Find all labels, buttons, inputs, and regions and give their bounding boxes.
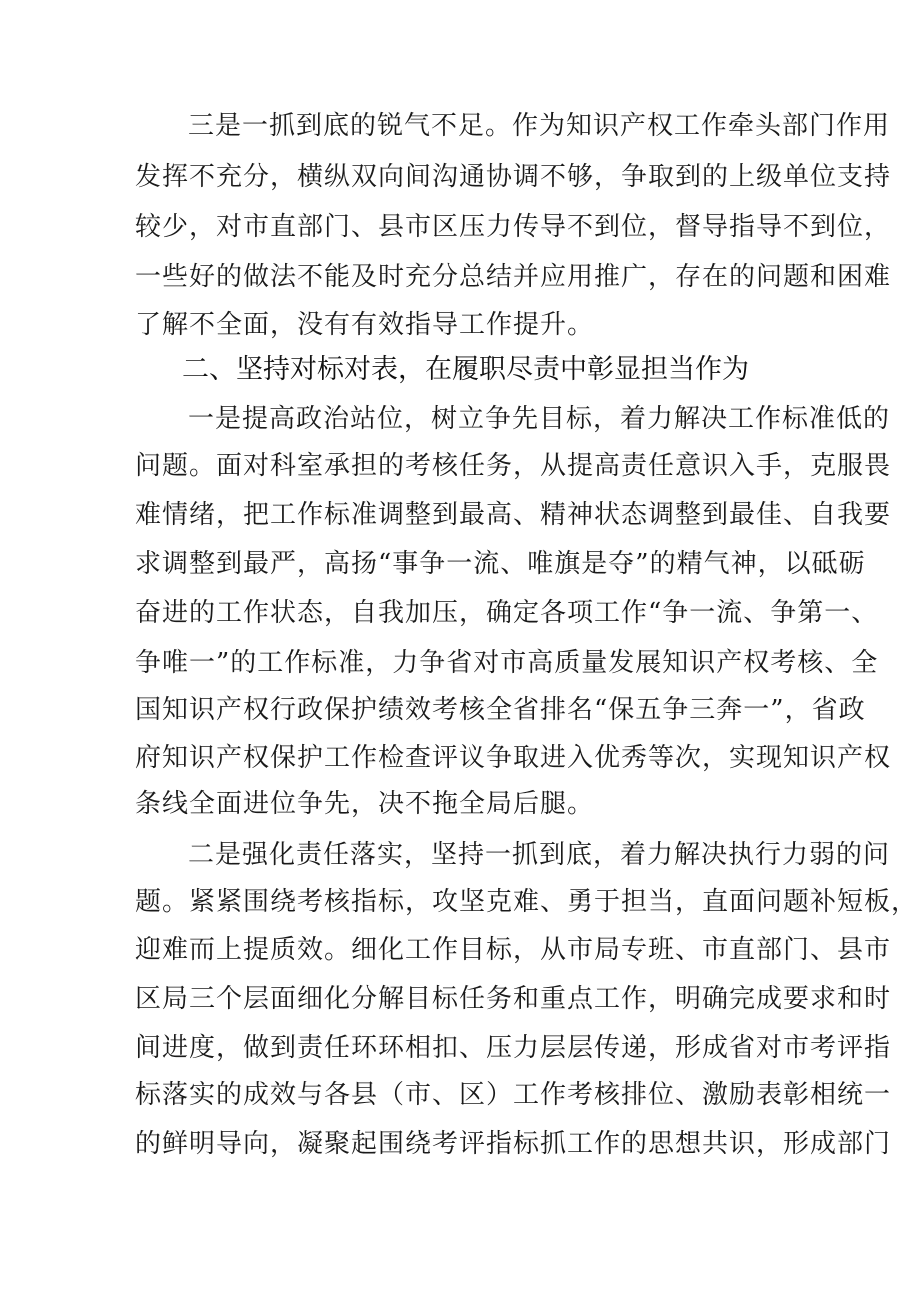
paragraph-2-line-2: 问题。面对科室承担的考核任务，从提高责任意识入手，克服畏 bbox=[135, 451, 892, 481]
paragraph-3-line-4: 区局三个层面细化分解目标任务和重点工作，明确完成要求和时 bbox=[135, 984, 892, 1014]
paragraph-2-line-8: 府知识产权保护工作检查评议争取进入优秀等次，实现知识产权 bbox=[135, 743, 892, 773]
paragraph-2-line-3: 难情绪，把工作标准调整到最高、精神状态调整到最佳、自我要 bbox=[135, 500, 892, 530]
paragraph-1-line-1: 三是一抓到底的锐气不足。作为知识产权工作牵头部门作用 bbox=[188, 111, 891, 141]
paragraph-1-line-3: 较少，对市直部门、县市区压力传导不到位，督导指导不到位， bbox=[135, 212, 892, 242]
paragraph-2-line-7: 国知识产权行政保护绩效考核全省排名“保五争三奔一”，省政 bbox=[135, 695, 866, 725]
paragraph-3-line-2: 题。紧紧围绕考核指标，攻坚克难、勇于担当，直面问题补短板， bbox=[135, 887, 919, 917]
paragraph-1-line-4: 一些好的做法不能及时充分总结并应用推广，存在的问题和困难 bbox=[135, 262, 892, 292]
paragraph-3-line-6: 标落实的成效与各县（市、区）工作考核排位、激励表彰相统一 bbox=[135, 1080, 892, 1110]
paragraph-1-line-2: 发挥不充分，横纵双向间沟通协调不够，争取到的上级单位支持 bbox=[135, 162, 892, 192]
paragraph-2-line-1: 一是提高政治站位，树立争先目标，着力解决工作标准低的 bbox=[188, 404, 891, 434]
paragraph-2-line-9: 条线全面进位争先，决不拖全局后腿。 bbox=[135, 789, 595, 819]
paragraph-3-line-3: 迎难而上提质效。细化工作目标，从市局专班、市直部门、县市 bbox=[135, 935, 892, 965]
paragraph-1-line-5: 了解不全面，没有有效指导工作提升。 bbox=[135, 310, 595, 340]
paragraph-2-line-5: 奋进的工作状态，自我加压，确定各项工作“争一流、争第一、 bbox=[135, 598, 879, 628]
paragraph-2-line-6: 争唯一”的工作标准，力争省对市高质量发展知识产权考核、全 bbox=[135, 648, 879, 678]
paragraph-3-line-5: 间进度，做到责任环环相扣、压力层层传递，形成省对市考评指 bbox=[135, 1033, 892, 1063]
paragraph-3-line-7: 的鲜明导向，凝聚起围绕考评指标抓工作的思想共识，形成部门 bbox=[135, 1129, 892, 1159]
section-heading: 二、坚持对标对表，在履职尽责中彰显担当作为 bbox=[182, 354, 749, 385]
paragraph-3-line-1: 二是强化责任落实，坚持一抓到底，着力解决执行力弱的问 bbox=[188, 840, 891, 870]
paragraph-2-line-4: 求调整到最严，高扬“事争一流、唯旗是夺”的精气神，以砥砺 bbox=[135, 549, 866, 579]
